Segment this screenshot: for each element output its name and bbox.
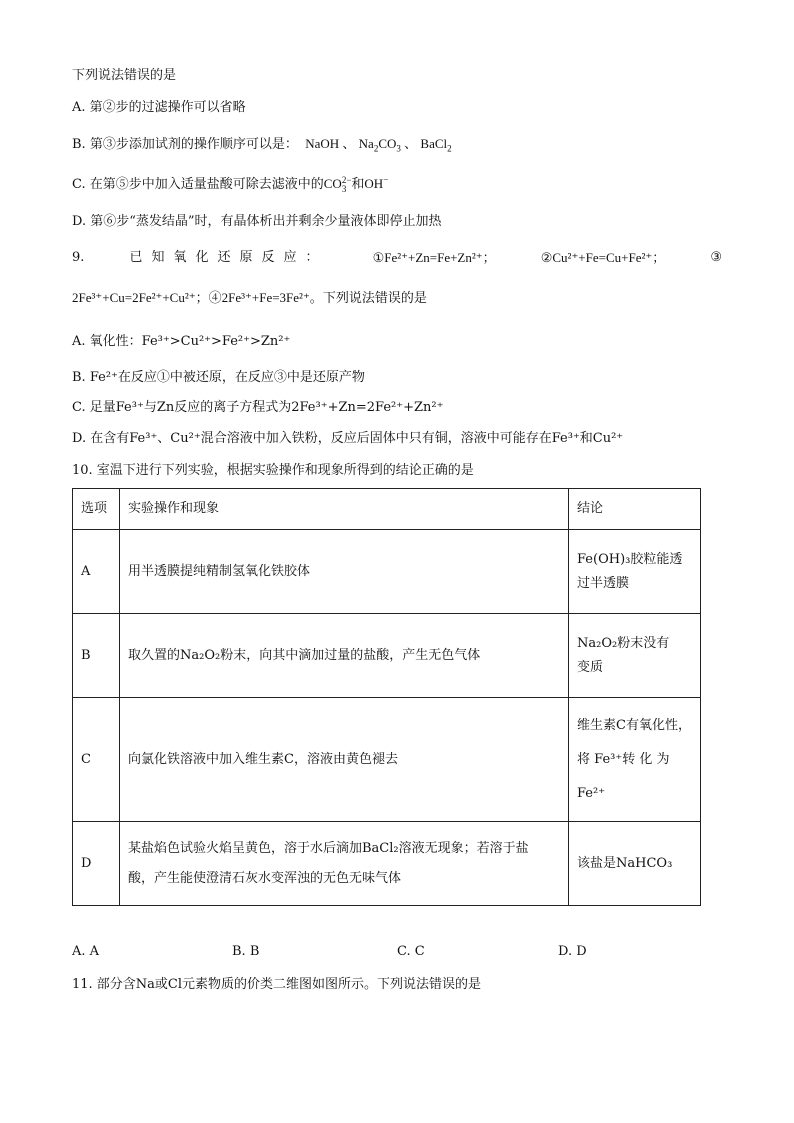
hydroxide-ion [364,176,388,191]
subscript: 3 [341,184,347,195]
q8-option-b-text: B. 第③步添加试剂的操作顺序可以是： [72,137,298,152]
reaction-3: 2Fe³⁺+Cu=2Fe²⁺+Cu²⁺； [72,290,209,305]
q9-stem: 下列说法错误的是 [322,291,427,306]
table-row [73,530,701,614]
q8-stem: 下列说法错误的是 [72,68,177,83]
row-option: C [73,698,120,822]
row-operation: 用半透膜提纯精制氢氧化铁胶体 [120,530,569,614]
table-row [73,698,701,822]
q9-line-2 [72,288,427,309]
q8-option-c-text: C. 在第⑤步中加入适量盐酸可除去滤液中的 [72,177,324,192]
q9-line-1 [72,248,722,268]
conclusion-line: 将 Fe³⁺转 化 为 [577,751,670,767]
co: CO [378,136,397,151]
row-conclusion: 该盐是NaHCO₃ [569,822,701,906]
ion-script [342,176,352,194]
experiment-table [72,488,701,906]
header-conclusion: 结论 [569,489,701,530]
na: Na [358,136,374,151]
reaction-1: ①Fe²⁺+Zn=Fe+Zn²⁺； [372,250,496,265]
sub: 3 [396,143,401,154]
bacl: BaCl [420,136,448,151]
table-header-row [73,489,701,530]
conclusion-line: Fe²⁺ [577,785,606,801]
sub: 2 [373,143,379,154]
header-option: 选项 [73,489,120,530]
conclusion-line: Fe(OH)₃胶粒能透 [577,551,683,567]
conclusion-line: 变质 [577,659,604,675]
row-conclusion [569,698,701,822]
q8-option-c [72,174,388,195]
and-text: 和 [351,177,365,192]
table-row [73,822,701,906]
row-operation: 取久置的Na₂O₂粉末，向其中滴加过量的盐酸，产生无色气体 [120,614,569,698]
q9-number: 9. [72,250,85,265]
conclusion-line: 维生素C有氧化性， [577,717,691,733]
reaction-4: ④2Fe³⁺+Fe=3Fe²⁺。 [208,290,323,305]
charge: 2− [341,175,352,186]
choice-b: B. B [232,944,260,959]
row-operation: 向氯化铁溶液中加入维生素C，溶液由黄色褪去 [120,698,569,822]
row-option: A [73,530,120,614]
q10-stem: 10. 室温下进行下列实验，根据实验操作和现象所得到的结论正确的是 [72,463,474,478]
oh: OH [364,176,384,191]
q9-option-d: D. 在含有Fe³⁺、Cu²⁺混合溶液中加入铁粉，反应后固体中只有铜，溶液中可能存在Fe³⁺和Cu²⁺ [72,431,624,446]
q9-option-b: B. Fe²⁺在反应①中被还原，在反应③中是还原产物 [72,370,365,385]
q11-stem: 11. 部分含Na或Cl元素物质的价类二维图如图所示。下列说法错误的是 [72,977,482,992]
row-operation [120,822,569,906]
conclusion-line: 过半透膜 [577,575,630,591]
q8-option-b-formulas: NaOH 、 $Na_2CO_3$ 、 BaCl$_2$ [305,136,452,154]
q8-option-a: A. 第②步的过滤操作可以省略 [72,100,246,115]
row-option: D [73,822,120,906]
q8-option-b [72,134,452,155]
q9-option-a: A. 氧化性：Fe³⁺>Cu²⁺>Fe²⁺>Zn²⁺ [72,334,291,349]
reaction-2: ②Cu²⁺+Fe=Cu+Fe²⁺； [540,250,666,265]
row-conclusion [569,614,701,698]
operation-line: 酸，产生能使澄清石灰水变浑浊的无色无味气体 [128,870,402,886]
naoh: NaOH [305,136,340,151]
q8-option-d: D. 第⑥步“蒸发结晶”时，有晶体析出并剩余少量液体即停止加热 [72,214,442,229]
choice-a: A. A [72,944,100,959]
carbonate-ion [323,175,352,195]
header-operation: 实验操作和现象 [120,489,569,530]
row-conclusion [569,530,701,614]
reaction-3-mark: ③ [710,250,722,265]
operation-line: 某盐焰色试验火焰呈黄色，溶于水后滴加BaCl₂溶液无现象；若溶于盐 [128,840,529,856]
choice-d: D. D [558,944,587,959]
co: CO [323,176,342,191]
conclusion-line: Na₂O₂粉末没有 [577,635,670,651]
q9-lead: 已知氧化还原反应： [129,250,328,265]
q10-choices [72,944,632,964]
table-row [73,614,701,698]
q9-option-c: C. 足量Fe³⁺与Zn反应的离子方程式为2Fe³⁺+Zn=2Fe²⁺+Zn²⁺ [72,400,444,415]
row-option: B [73,614,120,698]
sub: 2 [447,143,452,154]
charge: − [383,174,389,185]
choice-c: C. C [397,944,425,959]
